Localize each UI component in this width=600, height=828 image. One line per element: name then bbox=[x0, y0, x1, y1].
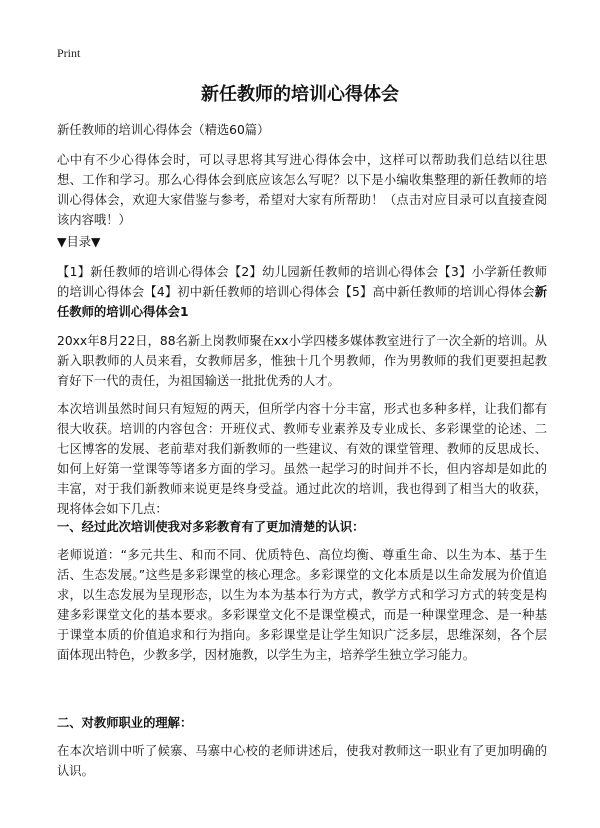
section-heading-1: 一、经过此次培训使我对多彩教育有了更加清楚的认识： bbox=[57, 520, 365, 534]
intro-paragraph: 心中有不少心得体会时，可以寻思将其写进心得体会中，这样可以帮助我们总结以往思想、工作和学习。那么心得体会到底应该怎么写呢？以下是小编收集整理的新任教师的培训心得体会，欢迎大家借鉴与参考，希望对大家有所帮助！（点击对应目录可以直接查阅该内容哦！） bbox=[57, 153, 547, 227]
body-paragraph-3: 老师说道：“多元共生、和而不同、优质特色、高位均衡、尊重生命、以生为本、基于生活、生态发展。”这些是多彩课堂的核心理念。多彩课堂的文化本质是以生命发展为价值追求，以生态发展为呈现形态，以生为本为基本行为方式，教学方式和学习方式的转变是构建多彩课堂文化的基本要求。多彩课堂文化不是课堂模式，而是一种课堂理念、是一种基于课堂本质的价值追求和行为指向。多彩课堂是让学生知识广泛多层，思维深刻，各个层面体现出特色，少教多学，因材施教，以学生为主，培养学生独立学习能力。 bbox=[57, 548, 547, 662]
body-paragraph-4: 在本次培训中听了候寨、马寨中心校的老师讲述后，使我对教师这一职业有了更加明确的认识。 bbox=[57, 744, 547, 778]
page-title: 新任教师的培训心得体会 bbox=[201, 84, 399, 105]
section-heading-2: 二、对教师职业的理解： bbox=[57, 716, 193, 730]
document-subtitle: 新任教师的培训心得体会（精选60篇） bbox=[57, 123, 270, 137]
toc-heading: ▼目录▼ bbox=[57, 235, 101, 249]
toc-links[interactable]: 【1】新任教师的培训心得体会【2】幼儿园新任教师的培训心得体会【3】小学新任教师的培训心得体会【4】初中新任教师的培训心得体会【5】高中新任教师的培训心得体会 bbox=[57, 265, 547, 299]
body-paragraph-1: 20xx年8月22日，88名新上岗教师聚在xx小学四楼多媒体教室进行了一次全新的培训。从新入职教师的人员来看，女教师居多，惟独十几个男教师，作为男教师的我们更要担起教育好下一代的责任，为祖国输送一批批优秀的人才。 bbox=[57, 334, 547, 388]
print-label: Print bbox=[57, 46, 81, 60]
table-of-contents bbox=[57, 262, 547, 322]
body-paragraph-2: 本次培训虽然时间只有短短的两天，但所学内容十分丰富，形式也多种多样，让我们都有很大收获。培训的内容包含：开班仪式、教师专业素养及专业成长、多彩课堂的论述、二七区博客的发展、老前辈对我们新教师的一些建议、有效的课堂管理、教师的反思成长、如何上好第一堂课等等诸多方面的学习。虽然一起学习的时间并不长，但内容却是如此的丰富，对于我们新教师来说更是终身受益。通过此次的培训，我也得到了相当大的收获，现将体会如下几点： bbox=[57, 402, 547, 516]
toc-section-title: 新任教师的培训心得体会1 bbox=[57, 285, 547, 319]
